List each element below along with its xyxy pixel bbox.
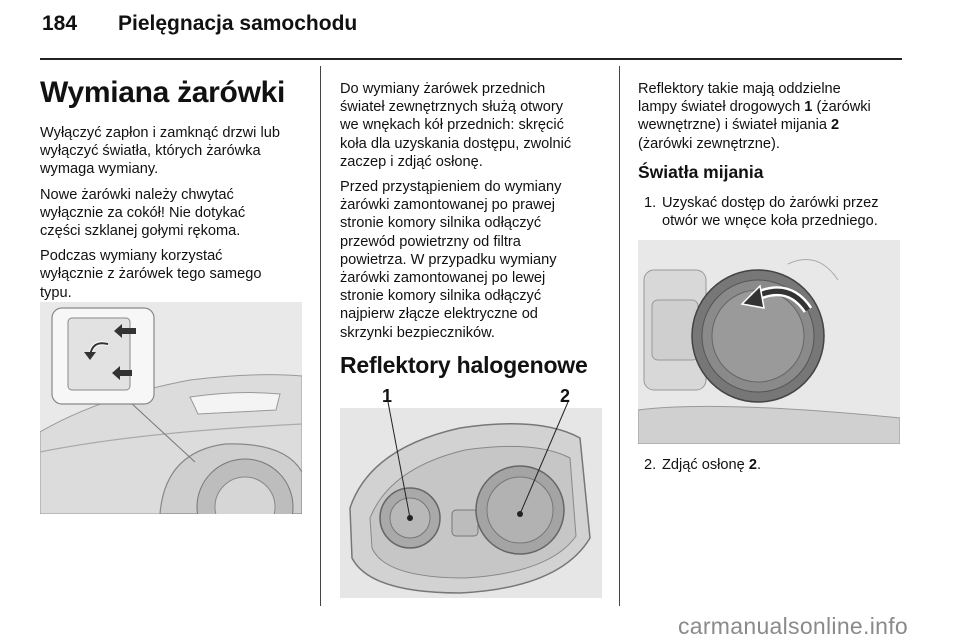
paragraph: Wyłączyć zapłon i zamknąć drzwi lub wyłączyć światła, których żarówka wymaga wymiany. — [40, 125, 280, 178]
subsection-title: Światła mijania — [638, 162, 764, 182]
step-1 — [644, 194, 906, 230]
step-text: Zdjąć osłonę 2. — [662, 457, 761, 473]
col1-text — [40, 124, 312, 302]
page-number: 184 — [42, 12, 78, 35]
cover-removal-drawing — [638, 240, 900, 444]
paragraph: Podczas wymiany korzystać wyłącznie z żarówek tego samego typu. — [40, 248, 262, 301]
paragraph: Reflektory takie mają oddzielne lampy świateł drogowych 1 (żarówki wewnętrzne) i świateł mijania 2 (żarówki zewnętrzne). — [638, 81, 871, 152]
paragraph: Nowe żarówki należy chwytać wyłącznie za cokół! Nie dotykać części szklanej gołymi rękoma. — [40, 186, 246, 240]
halogen-headlight-illustration — [340, 388, 602, 598]
subsection-title: Reflektory halogenowe — [340, 352, 588, 378]
col3-intro — [638, 80, 908, 153]
step-2 — [644, 456, 906, 474]
column-divider — [619, 66, 620, 606]
watermark: carmanualsonline.info — [677, 613, 908, 639]
section-title: Wymiana żarówki — [40, 76, 286, 109]
paragraph: Do wymiany żarówek przednich świateł zewnętrznych służą otwory we wnękach kół przednich: skręcić koła dla uzyskania dostępu, zwolnić zaczep i zdjąć osłonę. — [340, 81, 572, 170]
low-beam-cover-illustration — [638, 240, 900, 444]
step-text: Uzyskać dostęp do żarówki przez otwór we wnęce koła przedniego. — [662, 195, 879, 230]
col2-text — [340, 80, 612, 342]
step-number: 1. — [644, 195, 657, 211]
chapter-title: Pielęgnacja samochodu — [118, 12, 358, 35]
headlight-drawing — [340, 388, 602, 598]
step-number: 2. — [644, 457, 657, 473]
wheel-arch-illustration — [40, 302, 302, 514]
header-rule — [40, 58, 902, 60]
callout-label-1: 1 — [382, 388, 393, 406]
car-front-drawing — [40, 302, 302, 514]
callout-label-2: 2 — [560, 388, 571, 406]
column-divider — [320, 66, 321, 606]
paragraph: Przed przystąpieniem do wymiany żarówki zamontowanej po prawej stronie komory silnika odłączyć przewód powietrzny od filtra powietrza. W przypadku wymiany żarówki zamontowanej po lewej stronie komory silnika odłączyć najpierw złącze elektryczne od skrzynki bezpieczników. — [340, 179, 562, 341]
